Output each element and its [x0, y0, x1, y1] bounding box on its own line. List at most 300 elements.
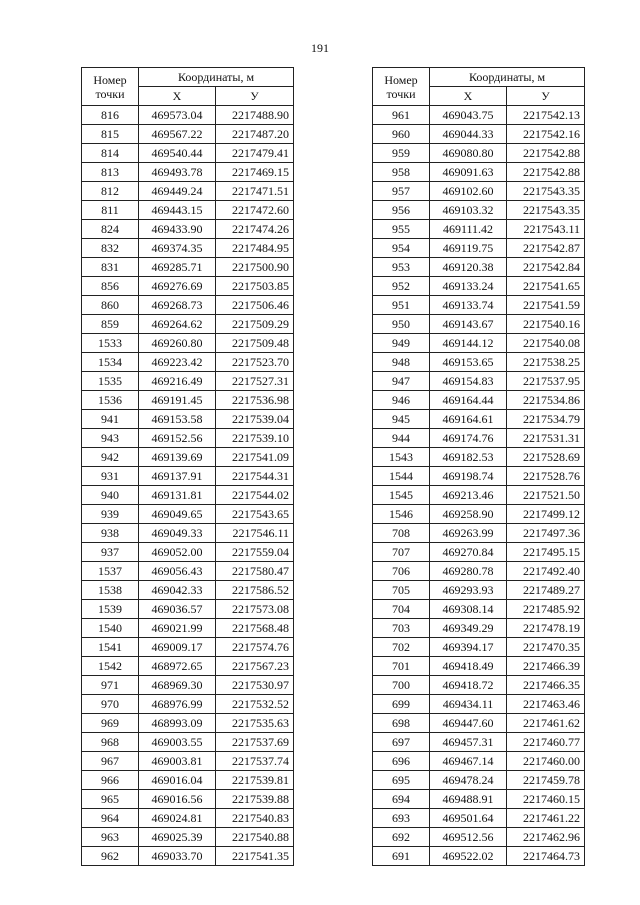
table-row: [373, 410, 585, 429]
y-coordinate-cell: 2217469.15: [216, 163, 294, 182]
x-coordinate-cell: 469103.32: [430, 201, 507, 220]
y-coordinate-cell: 2217540.88: [216, 828, 294, 847]
y-coordinate-cell: 2217527.31: [216, 372, 294, 391]
x-coordinate-cell: 469213.46: [430, 486, 507, 505]
y-coordinate-cell: 2217460.00: [507, 752, 585, 771]
x-coordinate-cell: 469016.56: [139, 790, 216, 809]
table-row: [373, 201, 585, 220]
table-row: [373, 429, 585, 448]
y-coordinate-cell: 2217542.88: [507, 144, 585, 163]
table-row: [373, 581, 585, 600]
table-row: [82, 657, 294, 676]
x-coordinate-cell: 469285.71: [139, 258, 216, 277]
point-number-cell: 693: [373, 809, 430, 828]
point-number-cell: 1540: [82, 619, 139, 638]
x-coordinate-cell: 469457.31: [430, 733, 507, 752]
point-number-cell: 698: [373, 714, 430, 733]
x-coordinate-cell: 469111.42: [430, 220, 507, 239]
x-coordinate-cell: 469467.14: [430, 752, 507, 771]
point-number-cell: 1541: [82, 638, 139, 657]
table-row: [82, 790, 294, 809]
point-number-cell: 948: [373, 353, 430, 372]
x-coordinate-cell: 469540.44: [139, 144, 216, 163]
page-number: 191: [311, 41, 329, 55]
table-row: [373, 334, 585, 353]
x-coordinate-cell: 469049.65: [139, 505, 216, 524]
point-number-cell: 960: [373, 125, 430, 144]
point-number-cell: 696: [373, 752, 430, 771]
point-number-cell: 962: [82, 847, 139, 866]
y-coordinate-cell: 2217523.70: [216, 353, 294, 372]
y-coordinate-cell: 2217463.46: [507, 695, 585, 714]
point-number-cell: 832: [82, 239, 139, 258]
point-number-cell: 950: [373, 315, 430, 334]
point-number-cell: 1539: [82, 600, 139, 619]
point-number-cell: 955: [373, 220, 430, 239]
point-number-cell: 1542: [82, 657, 139, 676]
y-coordinate-cell: 2217541.59: [507, 296, 585, 315]
table-row: [82, 752, 294, 771]
table-row: [373, 486, 585, 505]
x-coordinate-cell: 469349.29: [430, 619, 507, 638]
table-row: [82, 809, 294, 828]
x-coordinate-cell: 469056.43: [139, 562, 216, 581]
y-coordinate-cell: 2217539.88: [216, 790, 294, 809]
table-row: [82, 638, 294, 657]
table-row: [82, 847, 294, 866]
x-coordinate-cell: 469478.24: [430, 771, 507, 790]
point-number-cell: 941: [82, 410, 139, 429]
point-number-cell: 938: [82, 524, 139, 543]
table-row: [373, 676, 585, 695]
y-coordinate-cell: 2217543.65: [216, 505, 294, 524]
point-number-cell: 963: [82, 828, 139, 847]
point-number-header: [373, 68, 430, 106]
table-row: [373, 543, 585, 562]
y-coordinate-cell: 2217509.29: [216, 315, 294, 334]
y-coordinate-cell: 2217461.22: [507, 809, 585, 828]
point-number-cell: 703: [373, 619, 430, 638]
y-coordinate-cell: 2217542.13: [507, 106, 585, 125]
table-row: [373, 277, 585, 296]
table-row: [373, 239, 585, 258]
y-coordinate-cell: 2217509.48: [216, 334, 294, 353]
x-coordinate-cell: 469119.75: [430, 239, 507, 258]
x-coordinate-cell: 469025.39: [139, 828, 216, 847]
y-coordinate-cell: 2217531.31: [507, 429, 585, 448]
x-coordinate-cell: 469144.12: [430, 334, 507, 353]
y-coordinate-cell: 2217472.60: [216, 201, 294, 220]
y-coordinate-cell: 2217541.35: [216, 847, 294, 866]
table-row: [82, 448, 294, 467]
y-coordinate-cell: 2217546.11: [216, 524, 294, 543]
x-coordinate-cell: 469024.81: [139, 809, 216, 828]
table-row: [82, 163, 294, 182]
y-coordinate-cell: 2217543.35: [507, 201, 585, 220]
point-number-cell: 697: [373, 733, 430, 752]
y-coordinate-cell: 2217559.04: [216, 543, 294, 562]
point-number-cell: 967: [82, 752, 139, 771]
point-number-cell: 944: [373, 429, 430, 448]
table-row: [373, 619, 585, 638]
table-row: [82, 771, 294, 790]
point-number-cell: 943: [82, 429, 139, 448]
x-coordinate-cell: 469268.73: [139, 296, 216, 315]
y-coordinate-cell: 2217460.77: [507, 733, 585, 752]
x-coordinate-cell: 469573.04: [139, 106, 216, 125]
table-row: [373, 733, 585, 752]
point-number-cell: 691: [373, 847, 430, 866]
x-coordinate-cell: 469264.62: [139, 315, 216, 334]
point-number-cell: 945: [373, 410, 430, 429]
table-row: [82, 562, 294, 581]
x-coordinate-cell: 469042.33: [139, 581, 216, 600]
point-number-cell: 702: [373, 638, 430, 657]
point-number-cell: 704: [373, 600, 430, 619]
table-body-right: [373, 106, 585, 866]
table-row: [82, 581, 294, 600]
table-row: [82, 372, 294, 391]
y-coordinate-cell: 2217499.12: [507, 505, 585, 524]
table-row: [373, 524, 585, 543]
point-header-line2: точки: [386, 86, 416, 101]
y-coordinate-cell: 2217460.15: [507, 790, 585, 809]
table-row: [373, 125, 585, 144]
table-row: [373, 657, 585, 676]
x-coordinate-cell: 469003.55: [139, 733, 216, 752]
point-number-cell: 953: [373, 258, 430, 277]
x-coordinate-cell: 469501.64: [430, 809, 507, 828]
x-coordinate-cell: 469016.04: [139, 771, 216, 790]
table-row: [82, 600, 294, 619]
y-coordinate-cell: 2217567.23: [216, 657, 294, 676]
y-coordinate-cell: 2217568.48: [216, 619, 294, 638]
point-number-cell: 954: [373, 239, 430, 258]
table-row: [82, 505, 294, 524]
point-number-cell: 940: [82, 486, 139, 505]
x-coordinate-cell: 469270.84: [430, 543, 507, 562]
table-row: [373, 182, 585, 201]
table-row: [82, 429, 294, 448]
coordinates-header: Координаты, м: [139, 68, 294, 87]
point-number-cell: 1534: [82, 353, 139, 372]
x-coordinate-cell: 469418.49: [430, 657, 507, 676]
table-row: [373, 353, 585, 372]
table-row: [373, 714, 585, 733]
x-coordinate-cell: 469308.14: [430, 600, 507, 619]
table-row: [373, 163, 585, 182]
y-coordinate-cell: 2217537.95: [507, 372, 585, 391]
x-coordinate-cell: 469447.60: [430, 714, 507, 733]
table-row: [82, 296, 294, 315]
y-coordinate-cell: 2217534.79: [507, 410, 585, 429]
x-coordinate-cell: 469139.69: [139, 448, 216, 467]
table-row: [82, 524, 294, 543]
point-header-line2: точки: [95, 86, 125, 101]
table-row: [82, 239, 294, 258]
y-coordinate-cell: 2217521.50: [507, 486, 585, 505]
point-number-cell: 1546: [373, 505, 430, 524]
table-row: [373, 296, 585, 315]
x-coordinate-cell: 469133.24: [430, 277, 507, 296]
x-coordinate-cell: 469052.00: [139, 543, 216, 562]
table-row: [82, 258, 294, 277]
table-row: [373, 467, 585, 486]
table-row: [373, 790, 585, 809]
y-coordinate-cell: 2217503.85: [216, 277, 294, 296]
x-coordinate-cell: 469003.81: [139, 752, 216, 771]
point-number-cell: 931: [82, 467, 139, 486]
point-number-cell: 705: [373, 581, 430, 600]
x-coordinate-cell: 469152.56: [139, 429, 216, 448]
table-row: [82, 106, 294, 125]
point-number-cell: 860: [82, 296, 139, 315]
point-number-cell: 1543: [373, 448, 430, 467]
y-coordinate-cell: 2217530.97: [216, 676, 294, 695]
table-row: [373, 372, 585, 391]
x-coordinate-cell: 469512.56: [430, 828, 507, 847]
point-number-cell: 1538: [82, 581, 139, 600]
y-coordinate-cell: 2217497.36: [507, 524, 585, 543]
coordinates-table-left: [81, 67, 294, 866]
table-row: [82, 733, 294, 752]
y-coordinate-cell: 2217542.88: [507, 163, 585, 182]
point-number-cell: 812: [82, 182, 139, 201]
point-number-cell: 701: [373, 657, 430, 676]
table-row: [82, 144, 294, 163]
y-coordinate-cell: 2217484.95: [216, 239, 294, 258]
x-coordinate-cell: 469293.93: [430, 581, 507, 600]
y-coordinate-cell: 2217471.51: [216, 182, 294, 201]
x-coordinate-cell: 469080.80: [430, 144, 507, 163]
point-number-cell: 942: [82, 448, 139, 467]
x-coordinate-cell: 469036.57: [139, 600, 216, 619]
y-coordinate-cell: 2217485.92: [507, 600, 585, 619]
table-row: [373, 771, 585, 790]
x-coordinate-cell: 469191.45: [139, 391, 216, 410]
x-coordinate-cell: 469567.22: [139, 125, 216, 144]
table-row: [82, 828, 294, 847]
table-row: [82, 695, 294, 714]
y-coordinate-cell: 2217528.69: [507, 448, 585, 467]
point-number-cell: 961: [373, 106, 430, 125]
x-coordinate-cell: 469102.60: [430, 182, 507, 201]
y-coordinate-cell: 2217470.35: [507, 638, 585, 657]
x-coordinate-cell: 469120.38: [430, 258, 507, 277]
point-number-cell: 966: [82, 771, 139, 790]
table-row: [82, 676, 294, 695]
table-row: [373, 106, 585, 125]
point-number-header: [82, 68, 139, 106]
y-coordinate-cell: 2217492.40: [507, 562, 585, 581]
point-number-cell: 816: [82, 106, 139, 125]
point-number-cell: 694: [373, 790, 430, 809]
y-coordinate-cell: 2217489.27: [507, 581, 585, 600]
point-number-cell: 707: [373, 543, 430, 562]
point-number-cell: 699: [373, 695, 430, 714]
table-row: [82, 410, 294, 429]
point-number-cell: 970: [82, 695, 139, 714]
x-coordinate-cell: 469154.83: [430, 372, 507, 391]
point-number-cell: 1545: [373, 486, 430, 505]
point-number-cell: 831: [82, 258, 139, 277]
point-header-line1: Номер: [93, 72, 127, 87]
point-number-cell: 956: [373, 201, 430, 220]
y-coordinate-cell: 2217539.81: [216, 771, 294, 790]
table-row: [373, 220, 585, 239]
table-row: [82, 277, 294, 296]
x-coordinate-cell: 469258.90: [430, 505, 507, 524]
x-coordinate-cell: 469164.61: [430, 410, 507, 429]
x-coordinate-cell: 469153.58: [139, 410, 216, 429]
point-number-cell: 706: [373, 562, 430, 581]
x-coordinate-cell: 469394.17: [430, 638, 507, 657]
x-coordinate-cell: 469280.78: [430, 562, 507, 581]
y-coordinate-cell: 2217580.47: [216, 562, 294, 581]
point-number-cell: 939: [82, 505, 139, 524]
x-coordinate-cell: 469164.44: [430, 391, 507, 410]
x-coordinate-cell: 469276.69: [139, 277, 216, 296]
coordinates-table-right: [372, 67, 585, 866]
x-coordinate-cell: 468969.30: [139, 676, 216, 695]
x-coordinate-cell: 469418.72: [430, 676, 507, 695]
point-number-cell: 937: [82, 543, 139, 562]
point-number-cell: 1535: [82, 372, 139, 391]
y-coordinate-cell: 2217586.52: [216, 581, 294, 600]
point-number-cell: 815: [82, 125, 139, 144]
table-row: [373, 258, 585, 277]
table-row: [82, 391, 294, 410]
y-coordinate-cell: 2217544.02: [216, 486, 294, 505]
x-header: X: [139, 87, 216, 106]
table-row: [373, 600, 585, 619]
table-row: [82, 220, 294, 239]
table-row: [82, 486, 294, 505]
x-coordinate-cell: 469174.76: [430, 429, 507, 448]
y-header: У: [507, 87, 585, 106]
y-coordinate-cell: 2217539.10: [216, 429, 294, 448]
x-coordinate-cell: 469009.17: [139, 638, 216, 657]
x-coordinate-cell: 469033.70: [139, 847, 216, 866]
y-coordinate-cell: 2217541.65: [507, 277, 585, 296]
point-number-cell: 813: [82, 163, 139, 182]
point-number-cell: 952: [373, 277, 430, 296]
table-row: [373, 448, 585, 467]
y-header: У: [216, 87, 294, 106]
x-coordinate-cell: 469374.35: [139, 239, 216, 258]
y-coordinate-cell: 2217542.16: [507, 125, 585, 144]
point-number-cell: 692: [373, 828, 430, 847]
point-number-cell: 814: [82, 144, 139, 163]
y-coordinate-cell: 2217537.74: [216, 752, 294, 771]
y-coordinate-cell: 2217479.41: [216, 144, 294, 163]
y-coordinate-cell: 2217535.63: [216, 714, 294, 733]
point-number-cell: 824: [82, 220, 139, 239]
y-coordinate-cell: 2217538.25: [507, 353, 585, 372]
table-row: [82, 467, 294, 486]
point-number-cell: 695: [373, 771, 430, 790]
x-header: X: [430, 87, 507, 106]
table-row: [373, 505, 585, 524]
point-number-cell: 969: [82, 714, 139, 733]
y-coordinate-cell: 2217537.69: [216, 733, 294, 752]
coordinates-header: Координаты, м: [430, 68, 585, 87]
table-row: [373, 695, 585, 714]
point-number-cell: 856: [82, 277, 139, 296]
y-coordinate-cell: 2217532.52: [216, 695, 294, 714]
point-number-cell: 708: [373, 524, 430, 543]
table-row: [82, 125, 294, 144]
y-coordinate-cell: 2217487.20: [216, 125, 294, 144]
x-coordinate-cell: 468993.09: [139, 714, 216, 733]
y-coordinate-cell: 2217528.76: [507, 467, 585, 486]
table-row: [373, 638, 585, 657]
y-coordinate-cell: 2217462.96: [507, 828, 585, 847]
x-coordinate-cell: 469216.49: [139, 372, 216, 391]
table-row: [82, 543, 294, 562]
point-number-cell: 811: [82, 201, 139, 220]
x-coordinate-cell: 469223.42: [139, 353, 216, 372]
x-coordinate-cell: 469263.99: [430, 524, 507, 543]
y-coordinate-cell: 2217540.83: [216, 809, 294, 828]
point-number-cell: 957: [373, 182, 430, 201]
table-row: [82, 619, 294, 638]
point-number-cell: 965: [82, 790, 139, 809]
table-row: [82, 201, 294, 220]
y-coordinate-cell: 2217506.46: [216, 296, 294, 315]
y-coordinate-cell: 2217495.15: [507, 543, 585, 562]
x-coordinate-cell: 469153.65: [430, 353, 507, 372]
table-row: [373, 391, 585, 410]
y-coordinate-cell: 2217544.31: [216, 467, 294, 486]
x-coordinate-cell: 469433.90: [139, 220, 216, 239]
table-row: [373, 828, 585, 847]
x-coordinate-cell: 469488.91: [430, 790, 507, 809]
x-coordinate-cell: 469493.78: [139, 163, 216, 182]
y-coordinate-cell: 2217461.62: [507, 714, 585, 733]
y-coordinate-cell: 2217541.09: [216, 448, 294, 467]
table-row: [373, 847, 585, 866]
y-coordinate-cell: 2217536.98: [216, 391, 294, 410]
y-coordinate-cell: 2217573.08: [216, 600, 294, 619]
y-coordinate-cell: 2217488.90: [216, 106, 294, 125]
x-coordinate-cell: 469131.81: [139, 486, 216, 505]
point-number-cell: 951: [373, 296, 430, 315]
y-coordinate-cell: 2217574.76: [216, 638, 294, 657]
table-row: [82, 334, 294, 353]
point-number-cell: 1537: [82, 562, 139, 581]
y-coordinate-cell: 2217539.04: [216, 410, 294, 429]
point-number-cell: 959: [373, 144, 430, 163]
point-number-cell: 1544: [373, 467, 430, 486]
y-coordinate-cell: 2217542.84: [507, 258, 585, 277]
y-coordinate-cell: 2217540.16: [507, 315, 585, 334]
y-coordinate-cell: 2217466.35: [507, 676, 585, 695]
point-number-cell: 958: [373, 163, 430, 182]
y-coordinate-cell: 2217543.35: [507, 182, 585, 201]
y-coordinate-cell: 2217534.86: [507, 391, 585, 410]
x-coordinate-cell: 469260.80: [139, 334, 216, 353]
point-number-cell: 1536: [82, 391, 139, 410]
point-header-line1: Номер: [384, 72, 418, 87]
y-coordinate-cell: 2217466.39: [507, 657, 585, 676]
y-coordinate-cell: 2217500.90: [216, 258, 294, 277]
point-number-cell: 949: [373, 334, 430, 353]
y-coordinate-cell: 2217459.78: [507, 771, 585, 790]
x-coordinate-cell: 469182.53: [430, 448, 507, 467]
table-row: [373, 562, 585, 581]
x-coordinate-cell: 469044.33: [430, 125, 507, 144]
